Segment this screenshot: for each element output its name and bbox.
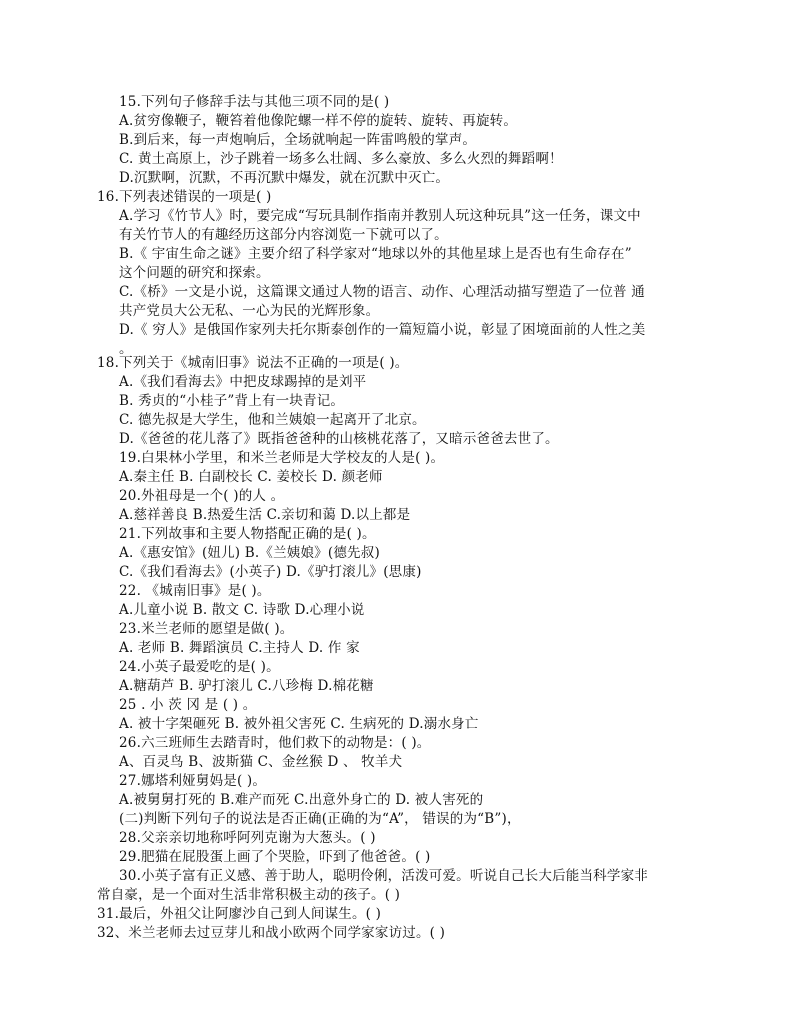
q15-option-d: D.沉默啊，沉默，不再沉默中爆发，就在沉默中灭亡。 bbox=[119, 170, 450, 186]
q15-stem: 15.下列句子修辞手法与其他三项不同的是( ) bbox=[119, 94, 390, 110]
q22-stem: 22. 《城南旧事》是( )。 bbox=[119, 583, 271, 599]
q30-statement-cont: 常自豪，是一个面对生活非常积极主动的孩子。( ) bbox=[97, 887, 401, 903]
q19-stem: 19.白果林小学里，和米兰老师是大学校友的人是( )。 bbox=[119, 450, 445, 466]
q16-option-a-cont: 有关竹节人的有趣经历这部分内容浏览一下就可以了。 bbox=[119, 227, 448, 243]
q15-option-a: A.贫穷像鞭子，鞭笞着他像陀螺一样不停的旋转、旋转、再旋转。 bbox=[119, 113, 518, 129]
q19-options: A.秦主任 B. 白副校长 C. 姜校长 D. 颜老师 bbox=[119, 469, 383, 485]
q18-stem: 18.下列关于《城南旧事》说法不正确的一项是( )。 bbox=[97, 355, 409, 371]
q21-options-cd: C.《我们看海去》(小英子) D.《驴打滚儿》(思康) bbox=[119, 564, 422, 580]
q16-option-d: D.《 穷人》是俄国作家列夫托尔斯泰创作的一篇短篇小说，彰显了困境面前的人性之美 bbox=[119, 322, 646, 338]
q18-option-c: C. 德先叔是大学生，他和兰姨娘一起离开了北京。 bbox=[119, 412, 426, 428]
q16-option-d-cont: 。 bbox=[119, 341, 133, 357]
q21-options-ab: A.《惠安馆》(妞儿) B.《兰姨娘》(德先叔) bbox=[119, 545, 380, 561]
q18-option-a: A.《我们看海去》中把皮球踢掉的是刘平 bbox=[119, 374, 367, 390]
q16-option-b-cont: 这个问题的研究和探索。 bbox=[119, 265, 270, 281]
q21-stem: 21.下列故事和主要人物搭配正确的是( )。 bbox=[119, 526, 376, 542]
q25-options: A. 被十字架砸死 B. 被外祖父害死 C. 生病死的 D.溺水身亡 bbox=[119, 716, 479, 732]
q16-option-c: C.《桥》一文是小说，这篇课文通过人物的语言、动作、心理活动描写塑造了一位普 通 bbox=[119, 284, 645, 300]
q18-option-b: B. 秀贞的“小桂子”背上有一块青记。 bbox=[119, 393, 345, 409]
q16-option-c-cont: 共产党员大公无私、一心为民的光辉形象。 bbox=[119, 303, 380, 319]
q27-stem: 27.娜塔利娅舅妈是( )。 bbox=[119, 773, 267, 789]
q24-options: A.糖葫芦 B. 驴打滚儿 C.八珍梅 D.棉花糖 bbox=[119, 678, 374, 694]
q32-statement: 32、米兰老师去过豆芽儿和战小欧两个同学家家访过。( ) bbox=[97, 925, 446, 941]
q18-option-d: D.《爸爸的花儿落了》既指爸爸种的山核桃花落了，又暗示爸爸去世了。 bbox=[119, 431, 559, 447]
q22-options: A.儿童小说 B. 散文 C. 诗歌 D.心理小说 bbox=[119, 602, 365, 618]
q16-stem: 16.下列表述错误的一项是( ) bbox=[97, 189, 272, 205]
q30-statement: 30.小英子富有正义感、善于助人，聪明伶俐，活泼可爱。听说自己长大后能当科学家非 bbox=[119, 868, 648, 884]
q27-options: A.被舅舅打死的 B.难产而死 C.出意外身亡的 D. 被人害死的 bbox=[119, 792, 484, 808]
q16-option-a: A.学习《竹节人》时，要完成“写玩具制作指南并教别人玩这种玩具”这一任务，课文中 bbox=[119, 208, 641, 224]
q16-option-b: B.《 宇宙生命之谜》主要介绍了科学家对“地球以外的其他星球上是否也有生命存在” bbox=[119, 246, 632, 262]
q29-statement: 29.肥猫在屁股蛋上画了个哭脸，吓到了他爸爸。( ) bbox=[119, 849, 431, 865]
q23-options: A. 老师 B. 舞蹈演员 C.主持人 D. 作 家 bbox=[119, 640, 360, 656]
q25-stem: 25 . 小 茨 冈 是 ( ) 。 bbox=[119, 697, 257, 713]
q23-stem: 23.米兰老师的愿望是做( )。 bbox=[119, 621, 294, 637]
q28-statement: 28.父亲亲切地称呼阿列克谢为大葱头。( ) bbox=[119, 830, 376, 846]
q15-option-c: C. 黄土高原上，沙子跳着一场多么壮阔、多么豪放、多么火烈的舞蹈啊！ bbox=[119, 151, 563, 167]
section-2-heading: (二)判断下列句子的说法是否正确(正确的为“A”， 错误的为“B”)， bbox=[119, 811, 521, 827]
q26-stem: 26.六三班师生去踏青时，他们救下的动物是：( )。 bbox=[119, 735, 431, 751]
q24-stem: 24.小英子最爱吃的是( )。 bbox=[119, 659, 280, 675]
q20-options: A.慈祥善良 B.热爱生活 C.亲切和蔼 D.以上都是 bbox=[119, 507, 411, 523]
q26-options: A、百灵鸟 B、波斯猫 C、金丝猴 D 、 牧羊犬 bbox=[119, 754, 403, 770]
q31-statement: 31.最后，外祖父让阿廖沙自己到人间谋生。( ) bbox=[97, 906, 382, 922]
q20-stem: 20.外祖母是一个( )的人 。 bbox=[119, 488, 285, 504]
q15-option-b: B.到后来，每一声炮响后，全场就响起一阵雷鸣般的掌声。 bbox=[119, 132, 477, 148]
